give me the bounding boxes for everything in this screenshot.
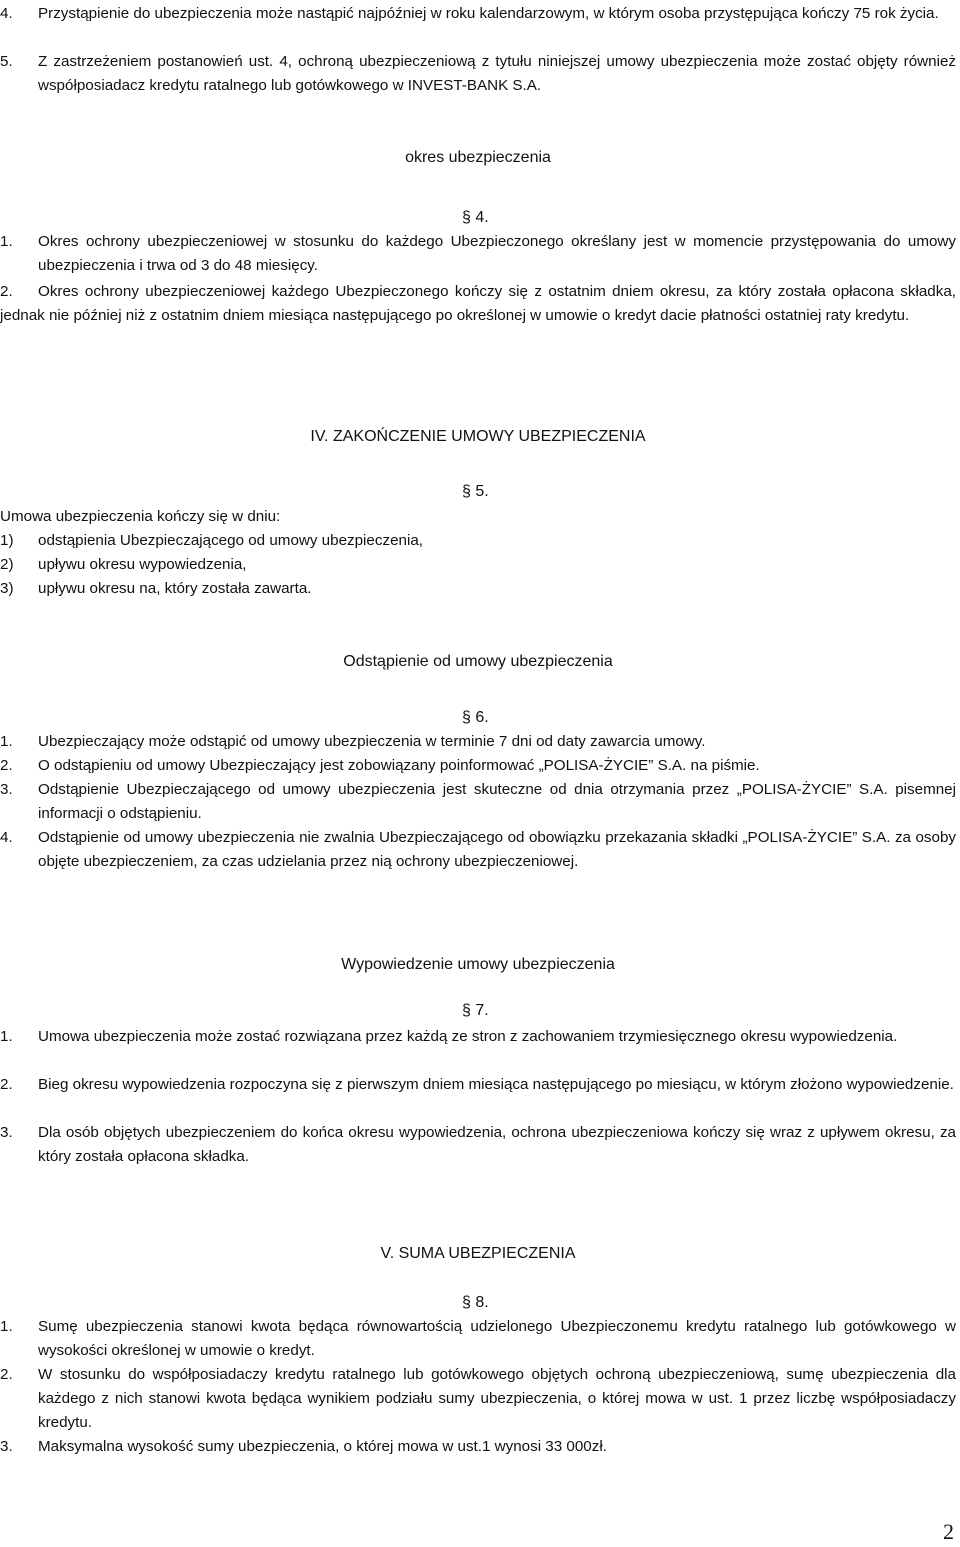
item-text: Dla osób objętych ubezpieczeniem do końca okresu wypowiedzenia, ochrona ubezpieczeniowa kończy się wraz z upływem okresu, za który została opłacona składka.: [38, 1124, 956, 1165]
item-number: 2.: [0, 1366, 13, 1383]
item-number: 2.: [0, 757, 13, 774]
list-item: [0, 1025, 956, 1049]
list-item: [0, 754, 956, 778]
item-number: 5.: [0, 53, 13, 70]
item-text: odstąpienia Ubezpieczającego od umowy ubezpieczenia,: [38, 532, 423, 549]
item-number: 1.: [0, 1318, 13, 1335]
item-number: 4.: [0, 829, 13, 846]
list-item: [0, 1435, 956, 1459]
item-number: 1.: [0, 233, 13, 250]
section-sign: §: [462, 1002, 471, 1019]
item-number: 1.: [0, 1028, 13, 1045]
list-item: [0, 577, 956, 601]
item-text: Odstąpienie od umowy ubezpieczenia nie zwalnia Ubezpieczającego od obowiązku przekazania składki „POLISA-ŻYCIE” S.A. za osoby objęte ubezpieczeniem, za czas udzielania przez nią ochrony ubezpieczeniowej.: [38, 829, 956, 870]
item-number: 4.: [0, 5, 13, 22]
item-text: W stosunku do współposiadaczy kredytu ratalnego lub gotówkowego objętych ochroną ubezpieczeniową, sumę ubezpieczenia dla każdego z nich stanowi kwota będąca wynikiem podziału sumy ubezpieczenia, o której mowa w ust. 1 przez liczbę współposiadaczy kredytu.: [38, 1366, 956, 1431]
section-heading-okres: okres ubezpieczenia: [405, 149, 551, 166]
list-item: [0, 1121, 956, 1169]
list-item: [0, 1073, 956, 1097]
list-item: [0, 230, 956, 278]
item-number: 3.: [0, 1124, 13, 1141]
section-sign: §: [462, 709, 471, 726]
item-text: Bieg okresu wypowiedzenia rozpoczyna się z pierwszym dniem miesiąca następującego po miesiącu, w którym złożono wypowiedzenie.: [38, 1076, 954, 1093]
paragraph-number-8: § 8.: [462, 1294, 489, 1311]
section-heading-wypowiedzenie: Wypowiedzenie umowy ubezpieczenia: [341, 956, 615, 973]
item-text: O odstąpieniu od umowy Ubezpieczający jest zobowiązany poinformować „POLISA-ŻYCIE” S.A. na piśmie.: [38, 757, 760, 774]
item-number: 2): [0, 556, 14, 573]
item-number: 3.: [0, 781, 13, 798]
section-sign: §: [462, 483, 471, 500]
list-item: [0, 730, 956, 754]
list-item: [0, 778, 956, 826]
item-number: 3.: [0, 1438, 13, 1455]
item-number: 1): [0, 532, 14, 549]
chapter-heading-v: V. SUMA UBEZPIECZENIA: [380, 1245, 576, 1262]
list-item: [0, 529, 956, 553]
paragraph-number-7: § 7.: [462, 1002, 489, 1019]
page-number: 2: [943, 1519, 954, 1544]
item-text: Sumę ubezpieczenia stanowi kwota będąca równowartością udzielonego Ubezpieczonemu kredytu ratalnego lub gotówkowego w wysokości określonej w umowie o kredyt.: [38, 1318, 956, 1359]
list-item: [0, 1315, 956, 1363]
paragraph-number-6: § 6.: [462, 709, 489, 726]
intro-text: Umowa ubezpieczenia kończy się w dniu:: [0, 508, 281, 525]
list-item: [0, 1363, 956, 1435]
list-item: [0, 50, 956, 98]
item-text: Z zastrzeżeniem postanowień ust. 4, ochroną ubezpieczeniową z tytułu niniejszej umowy ubezpieczenia może zostać objęty również współposiadacz kredytu ratalnego lub gotówkowego w INVEST-BANK S.A.: [38, 53, 956, 94]
item-number: 2.: [0, 283, 13, 300]
list-item: [0, 553, 956, 577]
list-item: [0, 280, 956, 328]
list-item: [0, 2, 956, 26]
section-heading-odstapienie: Odstąpienie od umowy ubezpieczenia: [343, 653, 613, 670]
paragraph-number-4: § 4.: [462, 209, 489, 226]
item-text: upływu okresu wypowiedzenia,: [38, 556, 247, 573]
chapter-heading-iv: IV. ZAKOŃCZENIE UMOWY UBEZPIECZENIA: [310, 428, 646, 445]
item-text: Odstąpienie Ubezpieczającego od umowy ubezpieczenia jest skuteczne od dnia otrzymania przez „POLISA-ŻYCIE” S.A. pisemnej informacji o odstąpieniu.: [38, 781, 956, 822]
item-number: 1.: [0, 733, 13, 750]
section-sign: §: [462, 209, 471, 226]
item-text: Maksymalna wysokość sumy ubezpieczenia, o której mowa w ust.1 wynosi 33 000zł.: [38, 1438, 607, 1455]
item-text: upływu okresu na, który została zawarta.: [38, 580, 312, 597]
section-sign: §: [462, 1294, 471, 1311]
list-item: [0, 826, 956, 874]
item-number: 3): [0, 580, 14, 597]
item-text: Okres ochrony ubezpieczeniowej każdego Ubezpieczonego kończy się z ostatnim dniem okresu, za który została opłacona składka, jednak nie później niż z ostatnim dniem miesiąca następującego po określonej w umowie o kredyt dacie płatności ostatniej raty kredytu.: [0, 283, 956, 324]
item-number: 2.: [0, 1076, 13, 1093]
item-text: Umowa ubezpieczenia może zostać rozwiązana przez każdą ze stron z zachowaniem trzymiesięcznego okresu wypowiedzenia.: [38, 1028, 898, 1045]
item-text: Okres ochrony ubezpieczeniowej w stosunku do każdego Ubezpieczonego określany jest w momencie przystępowania do umowy ubezpieczenia i trwa od 3 do 48 miesięcy.: [38, 233, 956, 274]
item-text: Ubezpieczający może odstąpić od umowy ubezpieczenia w terminie 7 dni od daty zawarcia umowy.: [38, 733, 706, 750]
paragraph-number-5: § 5.: [462, 483, 489, 500]
item-text: Przystąpienie do ubezpieczenia może nastąpić najpóźniej w roku kalendarzowym, w którym osoba przystępująca kończy 75 rok życia.: [38, 5, 939, 22]
